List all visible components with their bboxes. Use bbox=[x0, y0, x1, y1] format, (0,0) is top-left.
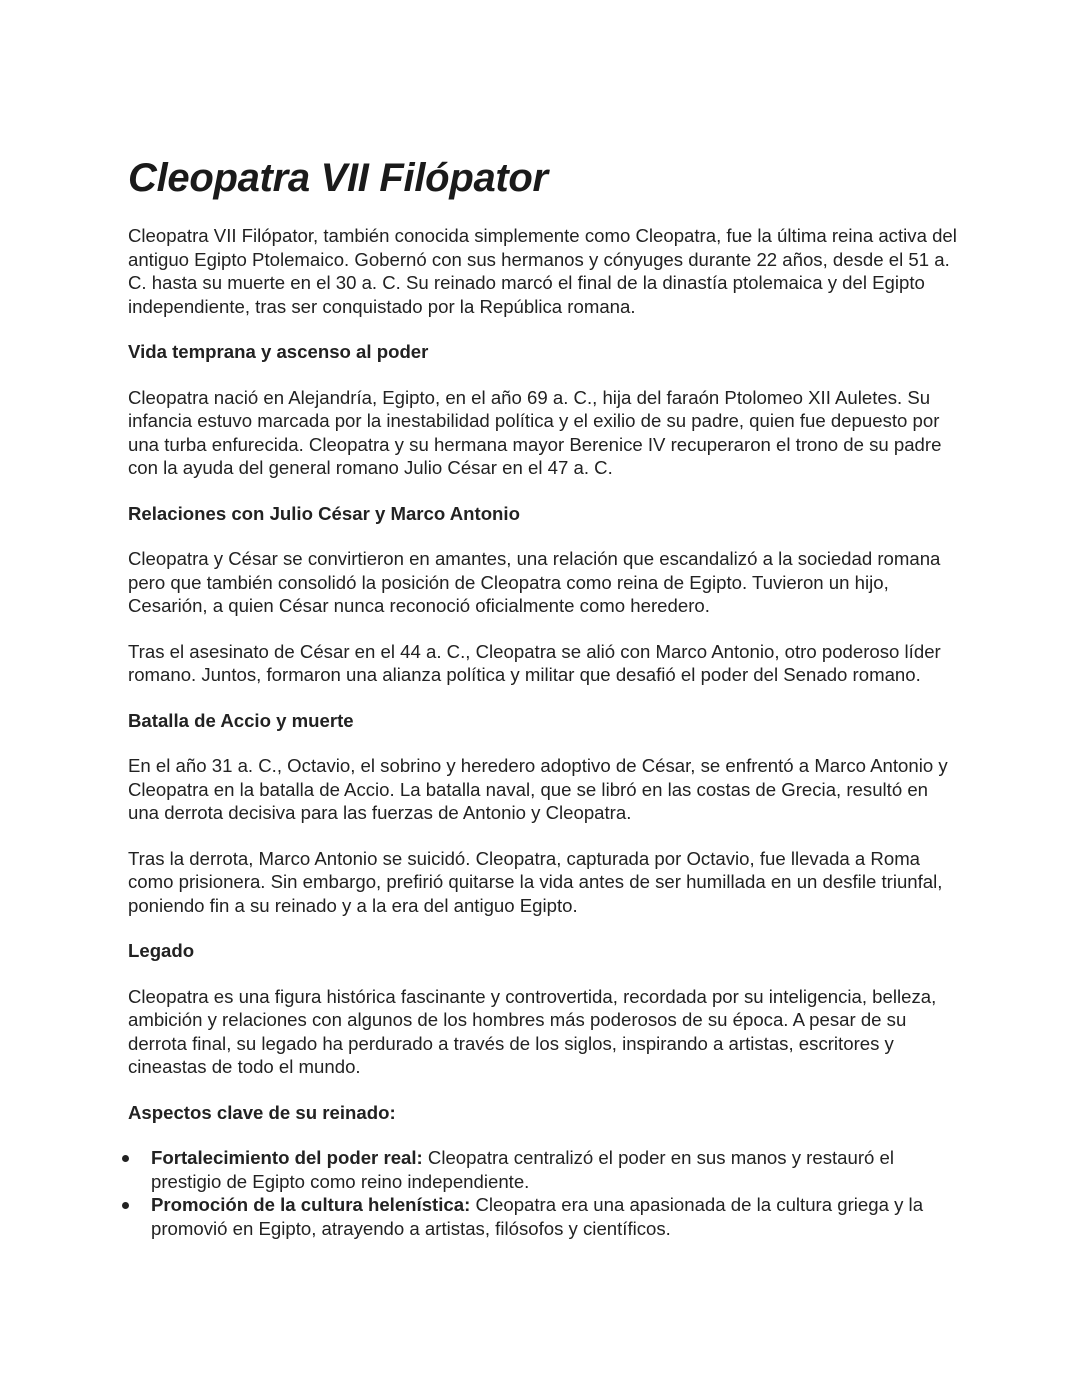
spacer bbox=[128, 1079, 958, 1101]
list-item-label: Promoción de la cultura helenística: bbox=[151, 1194, 471, 1215]
spacer bbox=[128, 525, 958, 547]
spacer bbox=[128, 318, 958, 340]
list-item bbox=[128, 1193, 958, 1240]
document-title: Cleopatra VII Filópator bbox=[128, 156, 548, 200]
list-item-text: Cleopatra era una apasionada de la cultura griega y la promovió en Egipto, atrayendo a artistas, filósofos y científicos. bbox=[151, 1194, 924, 1239]
spacer bbox=[128, 206, 958, 224]
spacer bbox=[128, 364, 958, 386]
bullet-icon bbox=[122, 1155, 129, 1162]
section-heading-key-aspects: Aspectos clave de su reinado: bbox=[128, 1101, 396, 1123]
spacer bbox=[128, 825, 958, 847]
spacer bbox=[128, 1124, 958, 1146]
paragraph-actium-battle: En el año 31 a. C., Octavio, el sobrino y heredero adoptivo de César, se enfrentó a Marco Antonio y Cleopatra en la batalla de Accio. La batalla naval, que se libró en las costas de Grecia, resultó en una derrota decisiva para las fuerzas de Antonio y Cleopatra. bbox=[128, 755, 948, 823]
paragraph-relations-caesar: Cleopatra y César se convirtieron en amantes, una relación que escandalizó a la sociedad romana pero que también consolidó la posición de Cleopatra como reina de Egipto. Tuvieron un hijo, Cesarión, a quien César nunca reconoció oficialmente como heredero. bbox=[128, 548, 941, 616]
section-heading-actium: Batalla de Accio y muerte bbox=[128, 709, 354, 731]
bullet-icon bbox=[122, 1202, 129, 1209]
paragraph-actium-death: Tras la derrota, Marco Antonio se suicidó. Cleopatra, capturada por Octavio, fue llevada a Roma como prisionera. Sin embargo, prefirió quitarse la vida antes de ser humillada en un desfile triunfal, poniendo fin a su reinado y a la era del antiguo Egipto. bbox=[128, 847, 943, 916]
list-item-text: Cleopatra centralizó el poder en sus manos y restauró el prestigio de Egipto como reino independiente. bbox=[151, 1147, 895, 1192]
paragraph-early-life: Cleopatra nació en Alejandría, Egipto, en el año 69 a. C., hija del faraón Ptolomeo XII Auletes. Su infancia estuvo marcada por la inestabilidad política y el exilio de su padre, quien fue depuesto por una turba enfurecida. Cleopatra y su hermana mayor Berenice IV recuperaron el trono de su padre con la ayuda del general romano Julio César en el 47 a. C. bbox=[128, 386, 942, 478]
paragraph-relations-antony: Tras el asesinato de César en el 44 a. C., Cleopatra se alió con Marco Antonio, otro poderoso líder romano. Juntos, formaron una alianza política y militar que desafió el poder del Senado romano. bbox=[128, 640, 941, 685]
list-item bbox=[128, 1146, 958, 1193]
spacer bbox=[128, 963, 958, 985]
intro-paragraph: Cleopatra VII Filópator, también conocida simplemente como Cleopatra, fue la última reina activa del antiguo Egipto Ptolemaico. Gobernó con sus hermanos y cónyuges durante 22 años, desde el 51 a. C. hasta su muerte en el 30 a. C. Su reinado marcó el final de la dinastía ptolemaica y del Egipto independiente, tras ser conquistado por la República romana. bbox=[128, 225, 957, 317]
spacer bbox=[128, 618, 958, 640]
spacer bbox=[128, 687, 958, 709]
section-heading-legacy: Legado bbox=[128, 940, 195, 961]
spacer bbox=[128, 732, 958, 754]
document-page bbox=[128, 150, 958, 1240]
list-item-label: Fortalecimiento del poder real: bbox=[151, 1147, 423, 1168]
spacer bbox=[128, 480, 958, 502]
spacer bbox=[128, 917, 958, 939]
paragraph-legacy: Cleopatra es una figura histórica fascinante y controvertida, recordada por su inteligencia, belleza, ambición y relaciones con algunos de los hombres más poderosos de su época. A pesar de su derrota final, su legado ha perdurado a través de los siglos, inspirando a artistas, escritores y cineastas de todo el mundo. bbox=[128, 985, 937, 1077]
section-heading-relations: Relaciones con Julio César y Marco Antonio bbox=[128, 502, 520, 524]
key-aspects-list bbox=[128, 1146, 958, 1240]
section-heading-early-life: Vida temprana y ascenso al poder bbox=[128, 341, 429, 362]
